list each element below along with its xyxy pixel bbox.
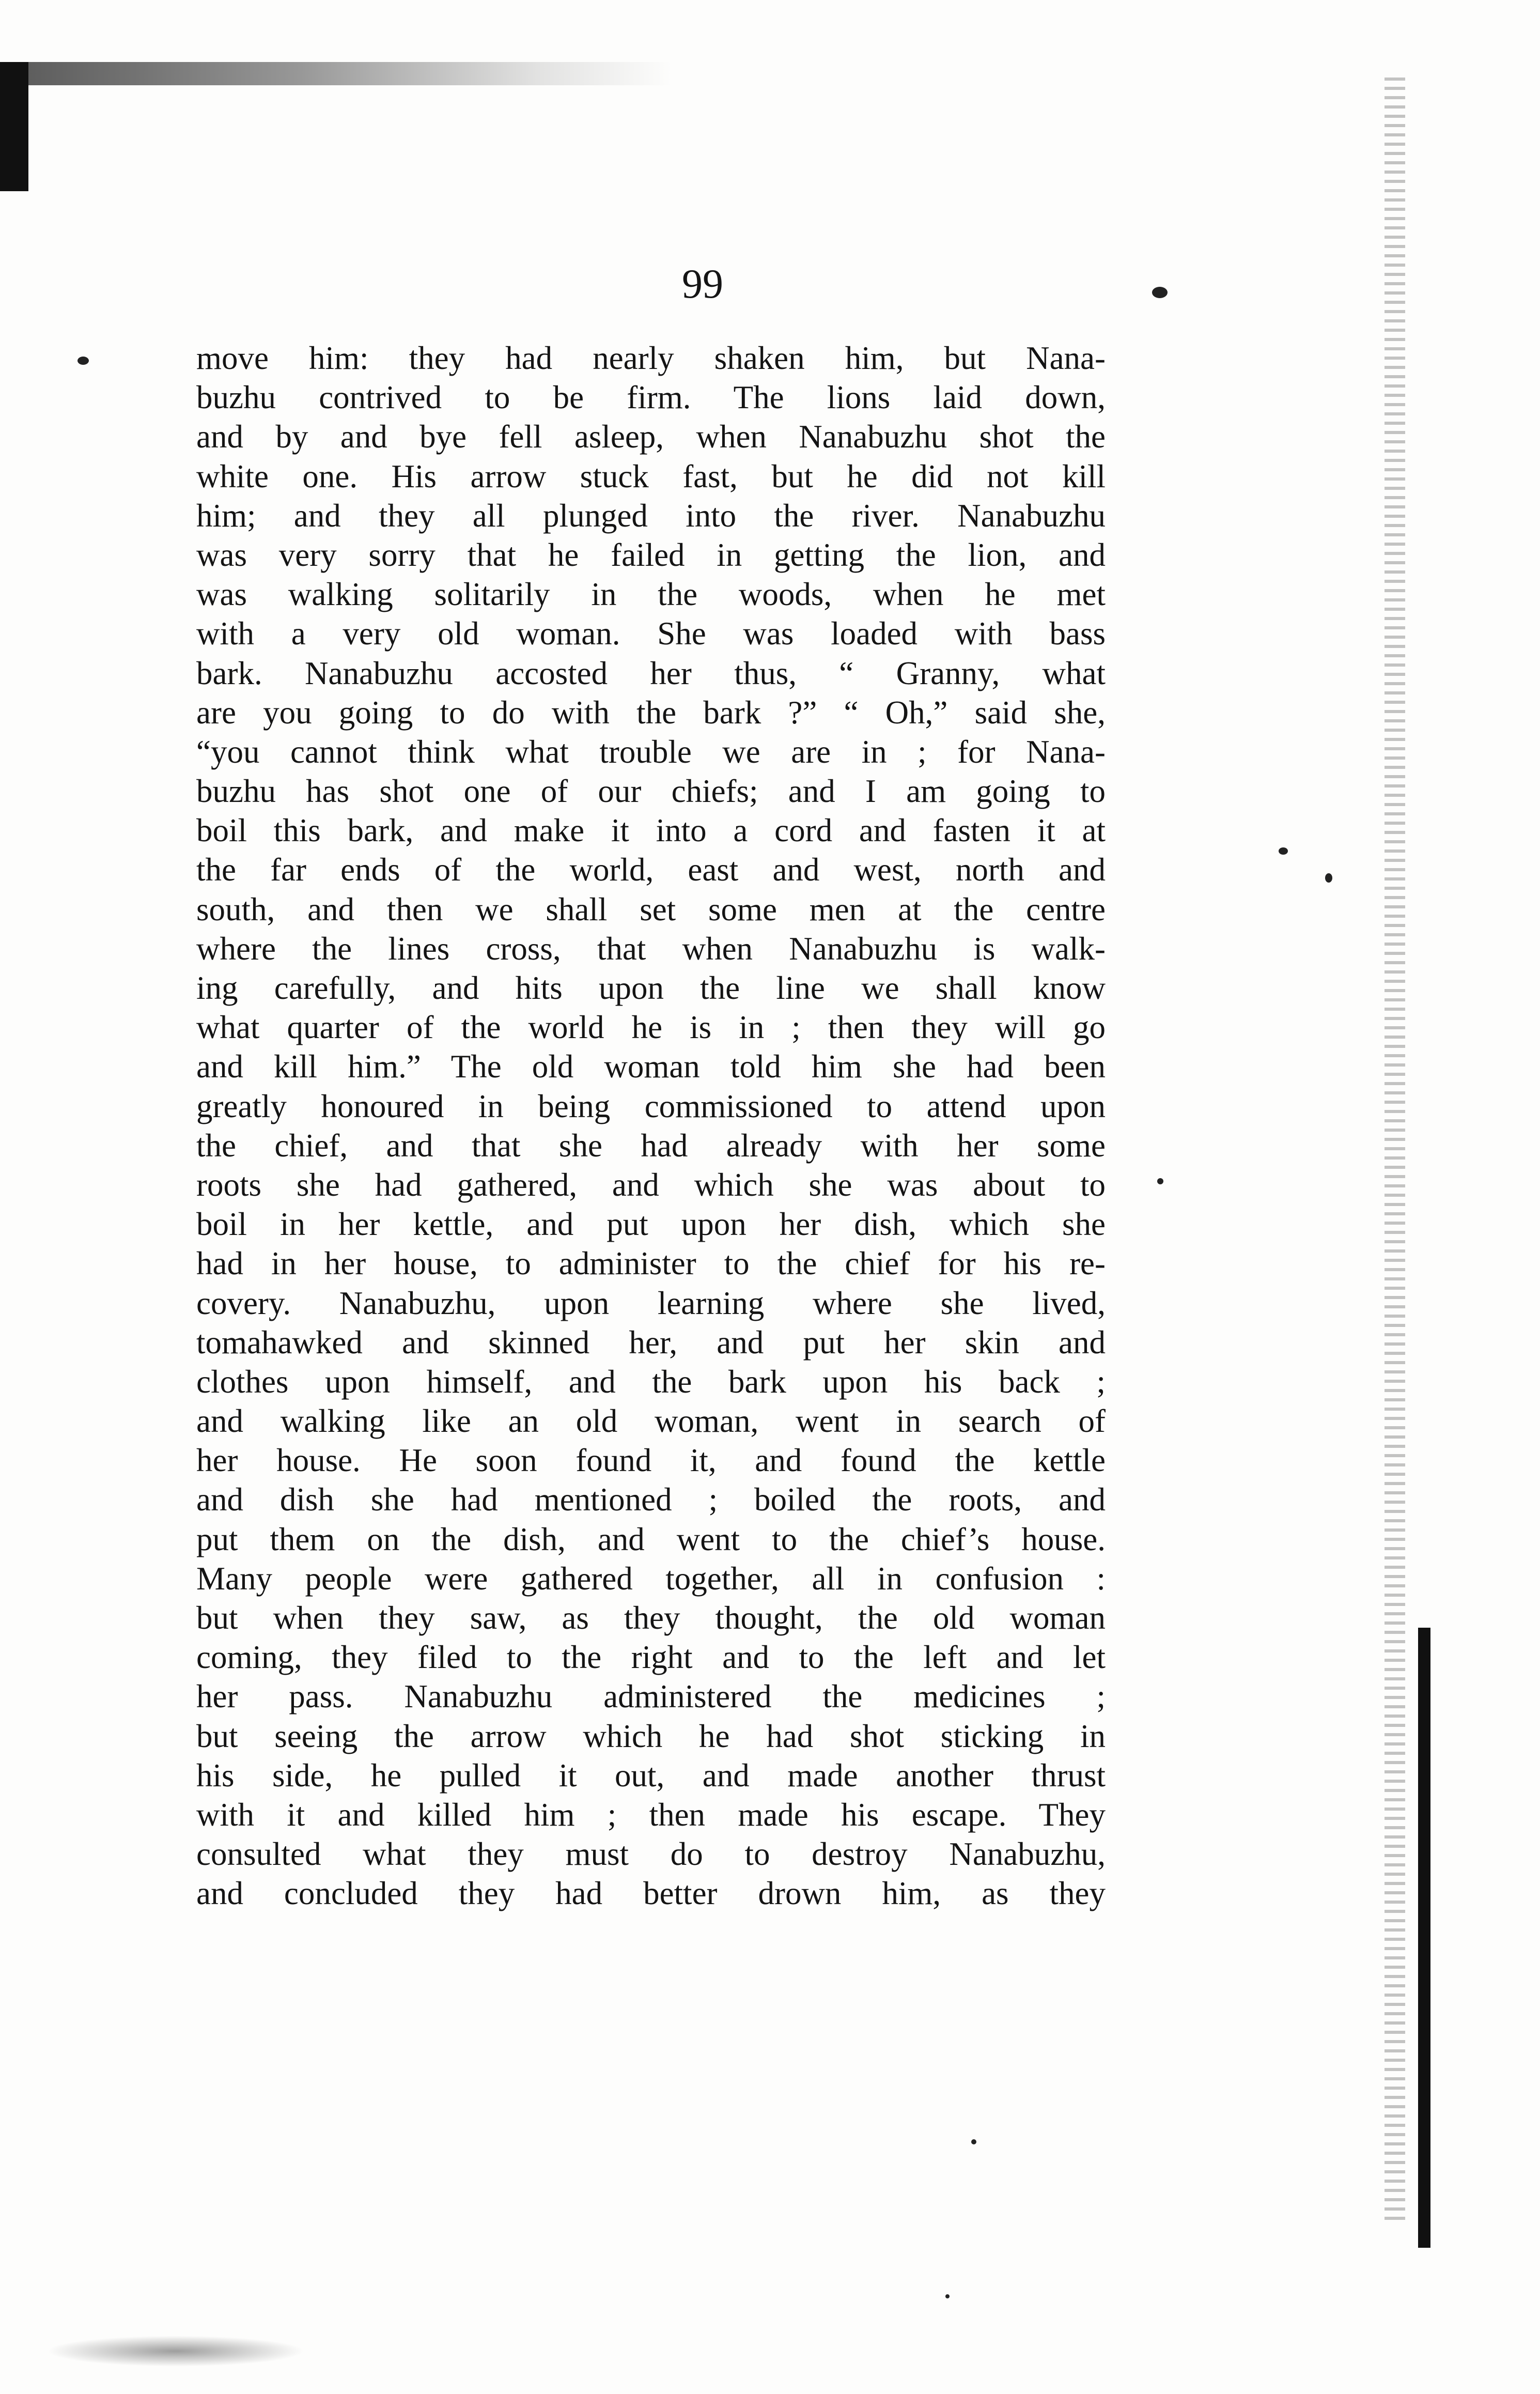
scan-edge-left [0, 62, 28, 191]
text-line: and concluded they had better drown him, as they [196, 1875, 1106, 1912]
scan-speck [1325, 873, 1332, 883]
text-line: ing carefully, and hits upon the line we shall know [196, 970, 1106, 1006]
text-line: and walking like an old woman, went in search of [196, 1403, 1106, 1440]
text-line: the chief, and that she had already with her some [196, 1127, 1106, 1164]
text-line: with it and killed him ; then made his escape. They [196, 1796, 1106, 1833]
text-line: with a very old woman. She was loaded with bass [196, 615, 1106, 652]
text-line: white one. His arrow stuck fast, but he did not kill [196, 458, 1106, 495]
scan-speck [971, 2139, 976, 2144]
text-line: was walking solitarily in the woods, when he met [196, 576, 1106, 613]
text-line: was very sorry that he failed in getting the lion, and [196, 536, 1106, 573]
text-line: buzhu contrived to be firm. The lions laid down, [196, 379, 1106, 416]
text-line: move him: they had nearly shaken him, but Nana- [196, 340, 1106, 376]
text-line: clothes upon himself, and the bark upon his back ; [196, 1363, 1106, 1400]
text-line: roots she had gathered, and which she was about to [196, 1166, 1106, 1203]
text-line: coming, they filed to the right and to the left and let [196, 1639, 1106, 1676]
text-line: her pass. Nanabuzhu administered the medicines ; [196, 1678, 1106, 1715]
text-line: him; and they all plunged into the river. Nanabuzhu [196, 497, 1106, 534]
text-line: consulted what they must do to destroy Nanabuzhu, [196, 1836, 1106, 1873]
text-line: had in her house, to administer to the chief for his re- [196, 1245, 1106, 1282]
text-line: “you cannot think what trouble we are in ; for Nana- [196, 733, 1106, 770]
scan-edge-bottom [46, 2336, 305, 2367]
scan-speck [1152, 287, 1168, 298]
text-line: what quarter of the world he is in ; then they will go [196, 1009, 1106, 1046]
text-line: and dish she had mentioned ; boiled the roots, and [196, 1481, 1106, 1518]
scan-speck [77, 357, 89, 365]
text-line: bark. Nanabuzhu accosted her thus, “ Granny, what [196, 655, 1106, 691]
scan-speck [1279, 847, 1288, 855]
scan-speck [1157, 1178, 1163, 1184]
scan-edge-top [0, 62, 672, 85]
text-line: Many people were gathered together, all in confusion : [196, 1560, 1106, 1597]
text-line: greatly honoured in being commissioned to attend upon [196, 1088, 1106, 1124]
text-line: tomahawked and skinned her, and put her skin and [196, 1324, 1106, 1361]
text-line: but seeing the arrow which he had shot sticking in [196, 1718, 1106, 1754]
page-number: 99 [682, 261, 723, 307]
text-line: her house. He soon found it, and found the kettle [196, 1442, 1106, 1479]
text-line: the far ends of the world, east and west, north and [196, 852, 1106, 888]
text-line: his side, he pulled it out, and made another thrust [196, 1757, 1106, 1794]
body-text [196, 338, 1106, 1913]
text-line: are you going to do with the bark ?” “ Oh,” said she, [196, 694, 1106, 731]
text-line: boil in her kettle, and put upon her dish, which she [196, 1206, 1106, 1243]
text-line: south, and then we shall set some men at the centre [196, 891, 1106, 928]
scan-edge-right [1385, 78, 1405, 2222]
text-line: where the lines cross, that when Nanabuzhu is walk- [196, 930, 1106, 967]
text-line: and by and bye fell asleep, when Nanabuzhu shot the [196, 419, 1106, 455]
text-line: boil this bark, and make it into a cord and fasten it at [196, 812, 1106, 849]
text-line: covery. Nanabuzhu, upon learning where she lived, [196, 1285, 1106, 1321]
scan-edge-right-bar [1418, 1628, 1430, 2248]
text-line: but when they saw, as they thought, the old woman [196, 1600, 1106, 1636]
text-line: buzhu has shot one of our chiefs; and I am going to [196, 773, 1106, 810]
text-line: put them on the dish, and went to the chief’s house. [196, 1521, 1106, 1557]
text-line: and kill him.” The old woman told him she had been [196, 1048, 1106, 1085]
scan-speck [945, 2294, 950, 2298]
